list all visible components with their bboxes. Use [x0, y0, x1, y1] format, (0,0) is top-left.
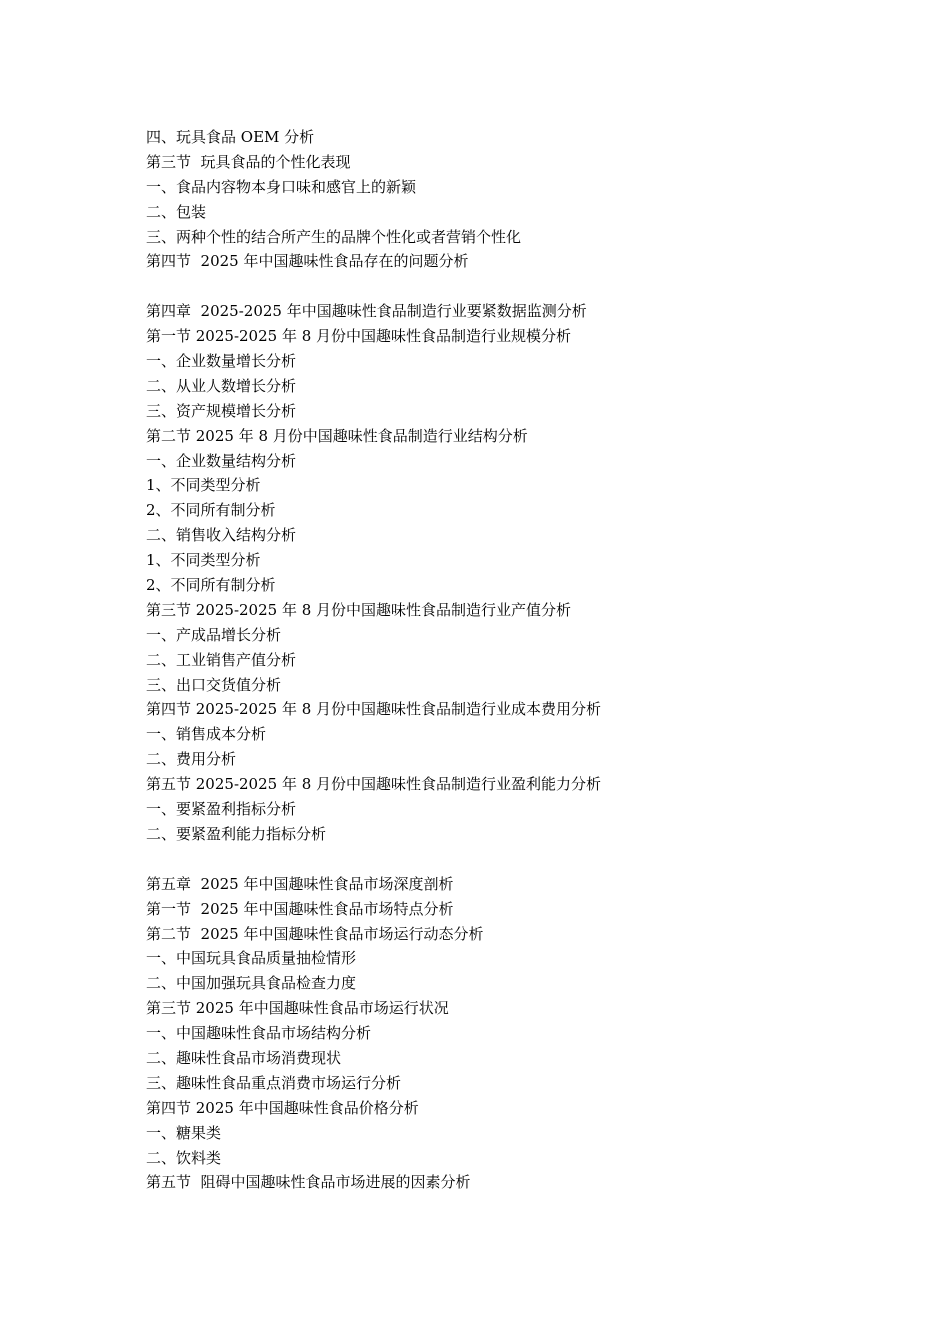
toc-chapter-heading: 第五章 2025 年中国趣味性食品市场深度剖析 [146, 874, 454, 893]
toc-line: 一、销售成本分析 [146, 725, 267, 744]
toc-line: 一、企业数量结构分析 [146, 451, 297, 470]
toc-line: 三、趣味性食品重点消费市场运行分析 [146, 1073, 402, 1092]
toc-line: 2、不同所有制分析 [146, 501, 276, 520]
toc-line: 二、中国加强玩具食品检查力度 [146, 974, 357, 993]
toc-line: 二、要紧盈利能力指标分析 [146, 824, 327, 843]
table-of-contents [146, 125, 846, 1195]
toc-section-heading: 第三节 2025 年中国趣味性食品市场运行状况 [146, 999, 449, 1018]
toc-line: 二、包装 [146, 202, 207, 221]
toc-section-heading: 第一节 2025 年中国趣味性食品市场特点分析 [146, 899, 454, 918]
blank-line [146, 847, 846, 872]
toc-section-heading: 第二节 2025 年 8 月份中国趣味性食品制造行业结构分析 [146, 426, 528, 445]
toc-line: 一、产成品增长分析 [146, 625, 282, 644]
toc-section-heading: 第四节 2025 年中国趣味性食品存在的问题分析 [146, 252, 469, 271]
toc-section-heading: 第四节 2025-2025 年 8 月份中国趣味性食品制造行业成本费用分析 [146, 700, 602, 719]
toc-section-heading: 第一节 2025-2025 年 8 月份中国趣味性食品制造行业规模分析 [146, 327, 572, 346]
toc-line: 一、糖果类 [146, 1123, 222, 1142]
toc-section-heading: 第四节 2025 年中国趣味性食品价格分析 [146, 1098, 419, 1117]
toc-line: 一、企业数量增长分析 [146, 352, 297, 371]
blank-line [146, 274, 846, 299]
toc-line: 一、要紧盈利指标分析 [146, 800, 297, 819]
toc-line: 二、饮料类 [146, 1148, 222, 1167]
toc-line: 二、趣味性食品市场消费现状 [146, 1048, 342, 1067]
toc-line: 二、工业销售产值分析 [146, 650, 297, 669]
toc-line: 一、中国趣味性食品市场结构分析 [146, 1024, 372, 1043]
toc-line: 二、费用分析 [146, 750, 237, 769]
toc-line: 四、玩具食品 OEM 分析 [146, 128, 315, 146]
toc-section-heading: 第五节 2025-2025 年 8 月份中国趣味性食品制造行业盈利能力分析 [146, 775, 602, 794]
toc-line: 三、资产规模增长分析 [146, 401, 297, 420]
toc-line: 三、两种个性的结合所产生的品牌个性化或者营销个性化 [146, 227, 522, 246]
toc-line: 1、不同类型分析 [146, 551, 261, 570]
toc-line: 1、不同类型分析 [146, 476, 261, 495]
toc-section-heading: 第五节 阻碍中国趣味性食品市场进展的因素分析 [146, 1173, 471, 1192]
toc-section-heading: 第二节 2025 年中国趣味性食品市场运行动态分析 [146, 924, 484, 943]
toc-chapter-heading: 第四章 2025-2025 年中国趣味性食品制造行业要紧数据监测分析 [146, 302, 587, 321]
toc-section-heading: 第三节 2025-2025 年 8 月份中国趣味性食品制造行业产值分析 [146, 600, 572, 619]
toc-line: 二、从业人数增长分析 [146, 376, 297, 395]
toc-line: 三、出口交货值分析 [146, 675, 282, 694]
toc-line: 一、食品内容物本身口味和感官上的新颖 [146, 177, 417, 196]
toc-line: 二、销售收入结构分析 [146, 526, 297, 545]
toc-line: 一、中国玩具食品质量抽检情形 [146, 949, 357, 968]
toc-line: 2、不同所有制分析 [146, 576, 276, 595]
toc-section-heading: 第三节 玩具食品的个性化表现 [146, 152, 351, 171]
